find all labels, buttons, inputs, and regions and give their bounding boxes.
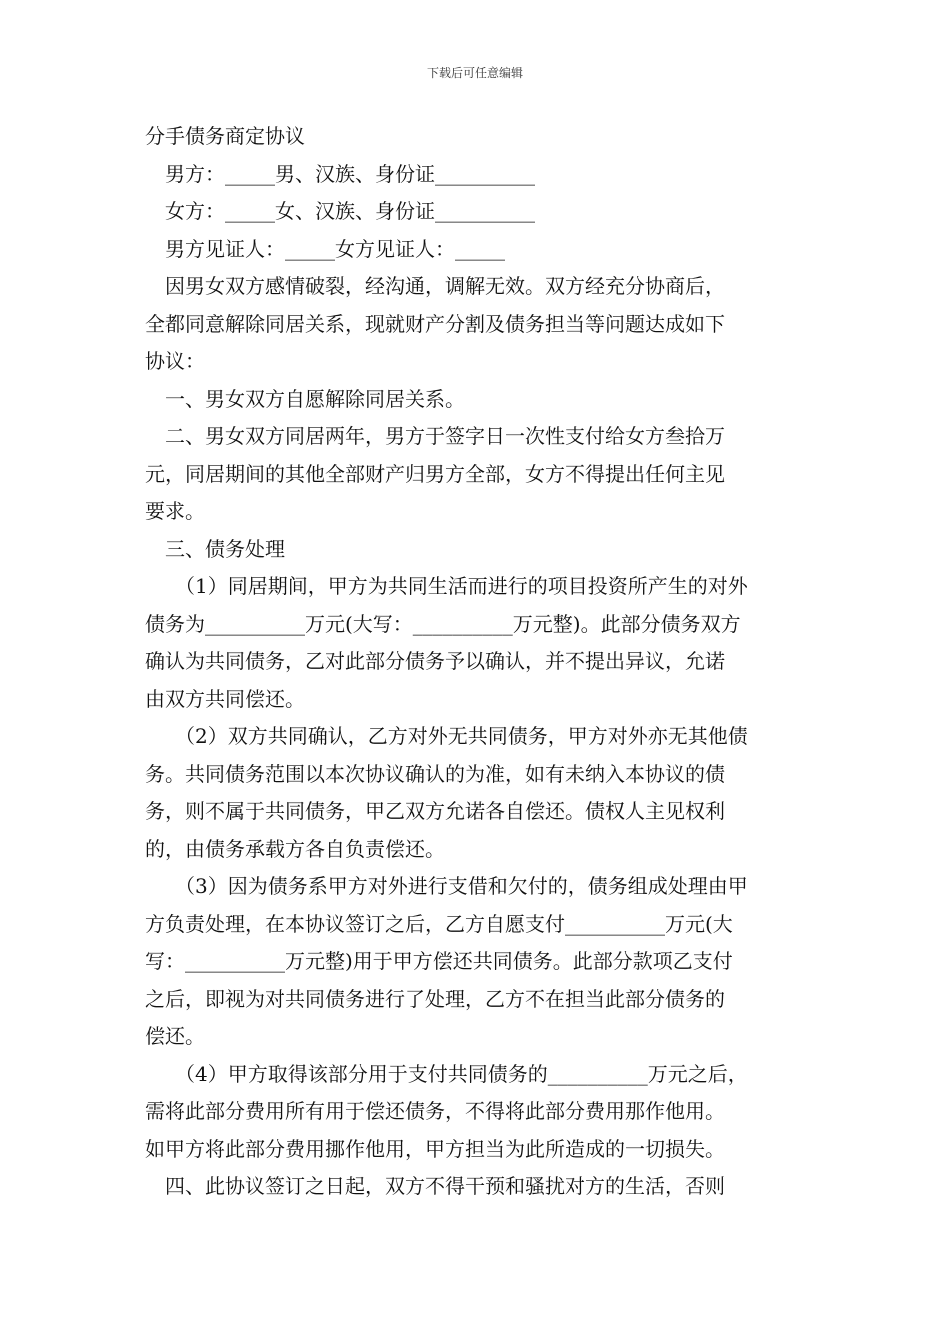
clause-2-line: 二、男女双方同居两年，男方于签字日一次性支付给女方叁拾万 [165,424,725,448]
subclause-3-line: 写：__________万元整)用于甲方偿还共同债务。此部分款项乙支付 [145,949,733,973]
clause-3-heading: 三、债务处理 [165,536,285,561]
subclause-4-line: 如甲方将此部分费用挪作他用，甲方担当为此所造成的一切损失。 [145,1136,725,1161]
subclause-2-line: （2）双方共同确认，乙方对外无共同债务，甲方对外亦无其他债 [175,724,748,748]
subclause-2-line: 的，由债务承载方各自负责偿还。 [145,836,445,861]
subclause-3-line: 之后，即视为对共同债务进行了处理，乙方不在担当此部分债务的 [145,986,725,1011]
paragraph-line: 因男女双方感情破裂，经沟通，调解无效。双方经充分协商后， [165,274,725,298]
document-title: 分手债务商定协议 [145,124,305,148]
party-female-line: 女方：_____女、汉族、身份证__________ [165,199,535,223]
subclause-4-line: 需将此部分费用所有用于偿还债务，不得将此部分费用那作他用。 [145,1099,725,1123]
subclause-3-line: （3）因为债务系甲方对外进行支借和欠付的，债务组成处理由甲 [175,874,748,898]
witness-line: 男方见证人：_____女方见证人：_____ [165,236,505,261]
subclause-1-line: 由双方共同偿还。 [145,686,305,711]
paragraph-line: 全都同意解除同居关系，现就财产分割及债务担当等问题达成如下 [145,311,725,336]
clause-4-line: 四、此协议签订之日起，双方不得干预和骚扰对方的生活，否则 [165,1174,725,1198]
paragraph-line: 协议： [145,349,205,373]
subclause-4-line: （4）甲方取得该部分用于支付共同债务的__________万元之后， [175,1061,748,1086]
subclause-3-line: 偿还。 [145,1024,205,1048]
clause-2-line: 元，同居期间的其他全部财产归男方全部，女方不得提出任何主见 [145,461,725,486]
party-male-line: 男方：_____男、汉族、身份证__________ [165,161,535,186]
agreement-body [145,118,810,1206]
subclause-2-line: 务。共同债务范围以本次协议确认的为准，如有未纳入本协议的债 [145,761,725,786]
subclause-1-line: 确认为共同债务，乙对此部分债务予以确认，并不提出异议，允诺 [145,649,725,673]
subclause-3-line: 方负责处理，在本协议签订之后，乙方自愿支付__________万元(大 [145,911,733,936]
subclause-2-line: 务，则不属于共同债务，甲乙双方允诺各自偿还。债权人主见权利 [145,799,725,823]
subclause-1-line: 债务为__________万元(大写：__________万元整)。此部分债务双方 [145,611,741,636]
clause-2-line: 要求。 [145,499,205,523]
subclause-1-line: （1）同居期间，甲方为共同生活而进行的项目投资所产生的对外 [175,574,748,598]
page-header-note: 下载后可任意编辑 [426,66,523,80]
clause-1-line: 一、男女双方自愿解除同居关系。 [165,386,465,411]
